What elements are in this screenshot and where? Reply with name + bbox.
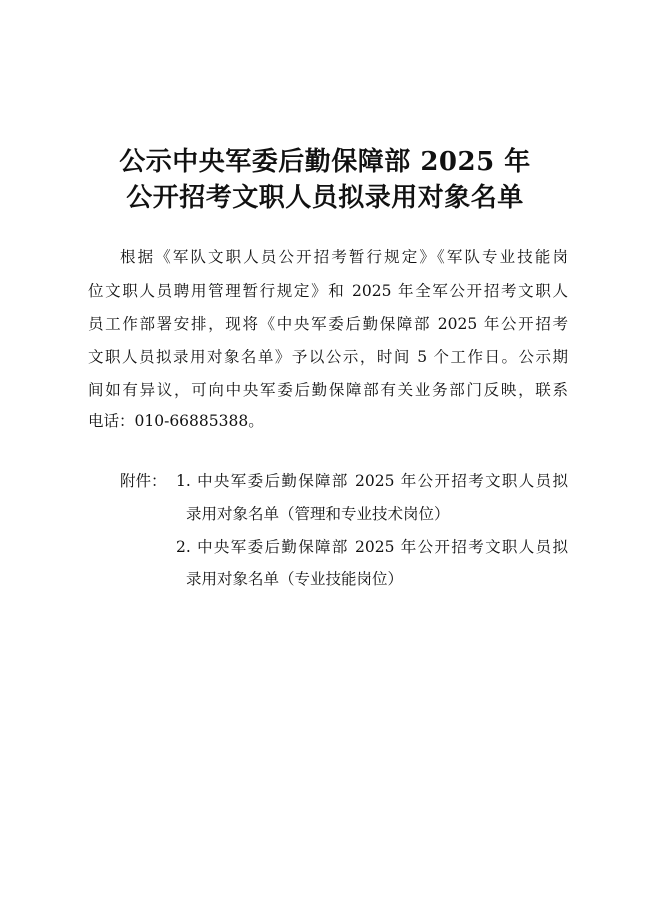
body-paragraph-line-2: 位文职人员聘用管理暂行规定》和 2025 年全军公开招考文职人: [88, 282, 568, 300]
attachment-2-line-1: 2. 中央军委后勤保障部 2025 年公开招考文职人员拟: [176, 538, 568, 556]
attachment-1-line-2: 录用对象名单（管理和专业技术岗位）: [186, 505, 450, 523]
body-paragraph-line-5: 间如有异议，可向中央军委后勤保障部有关业务部门反映，联系: [88, 381, 568, 399]
body-paragraph-line-4: 文职人员拟录用对象名单》予以公示，时间 5 个工作日。公示期: [88, 348, 568, 366]
document-title-line-1: 公示中央军委后勤保障部 2025 年: [119, 147, 531, 177]
body-paragraph-line-6: 电话：010-66885388。: [88, 412, 264, 430]
attachment-1-line-1: 1. 中央军委后勤保障部 2025 年公开招考文职人员拟: [176, 472, 568, 490]
body-paragraph-line-3: 员工作部署安排，现将《中央军委后勤保障部 2025 年公开招考: [88, 315, 568, 333]
body-paragraph-line-1: 根据《军队文职人员公开招考暂行规定》《军队专业技能岗: [120, 248, 568, 266]
attachment-2-line-2: 录用对象名单（专业技能岗位）: [186, 570, 404, 588]
attachments-label: 附件：: [120, 472, 167, 490]
document-title-line-2: 公开招考文职人员拟录用对象名单: [126, 183, 524, 213]
